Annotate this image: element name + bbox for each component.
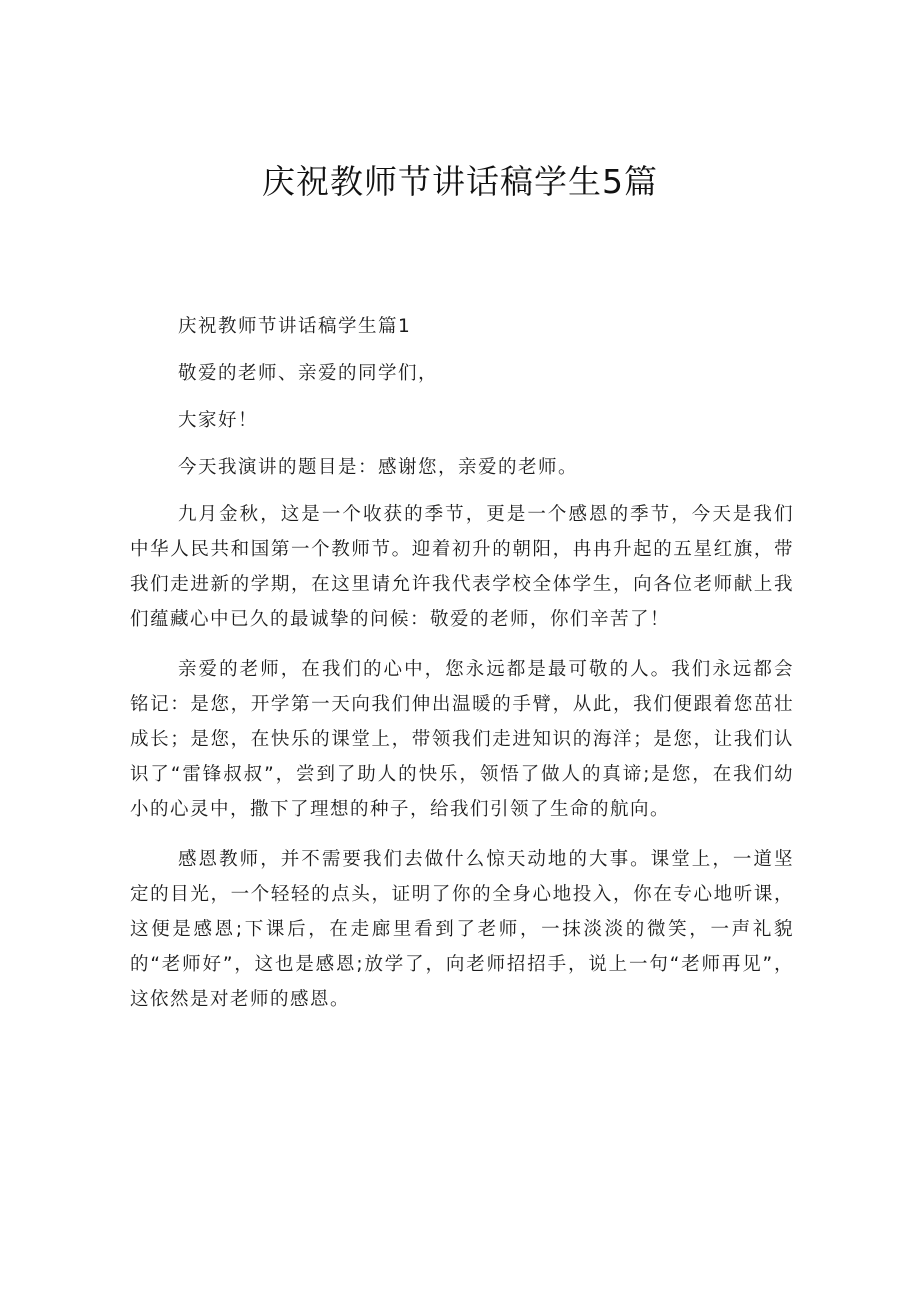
paragraph-1: 九月金秋，这是一个收获的季节，更是一个感恩的季节，今天是我们中华人民共和国第一个教师节。迎着初升的朝阳，冉冉升起的五星红旗，带我们走进新的学期，在这里请允许我代表学校全体学生，向各位老师献上我们蕴藏心中已久的最诚挚的问候：敬爱的老师，你们辛苦了！: [130, 504, 794, 630]
document-body: [130, 309, 794, 1032]
topic-line: 今天我演讲的题目是：感谢您，亲爱的老师。: [178, 457, 579, 478]
section-heading: 庆祝教师节讲话稿学生篇1: [178, 316, 412, 337]
paragraph-2: 亲爱的老师，在我们的心中，您永远都是最可敬的人。我们永远都会铭记：是您，开学第一天向我们伸出温暖的手臂，从此，我们便跟着您茁壮成长；是您，在快乐的课堂上，带领我们走进知识的海洋；是您，让我们认识了“雷锋叔叔”，尝到了助人的快乐，领悟了做人的真谛;是您，在我们幼小的心灵中，撒下了理想的种子，给我们引领了生命的航向。: [130, 659, 794, 820]
document-title: 庆祝教师节讲话稿学生5篇: [262, 162, 658, 201]
hello-line: 大家好！: [178, 410, 259, 431]
paragraph-3: 感恩教师，并不需要我们去做什么惊天动地的大事。课堂上，一道坚定的目光，一个轻轻的点头，证明了你的全身心地投入，你在专心地听课，这便是感恩;下课后，在走廊里看到了老师，一抹淡淡的微笑，一声礼貌的“老师好”，这也是感恩;放学了，向老师招招手，说上一句“老师再见”，这依然是对老师的感恩。: [130, 849, 794, 1010]
greeting-line: 敬爱的老师、亲爱的同学们，: [178, 363, 439, 384]
